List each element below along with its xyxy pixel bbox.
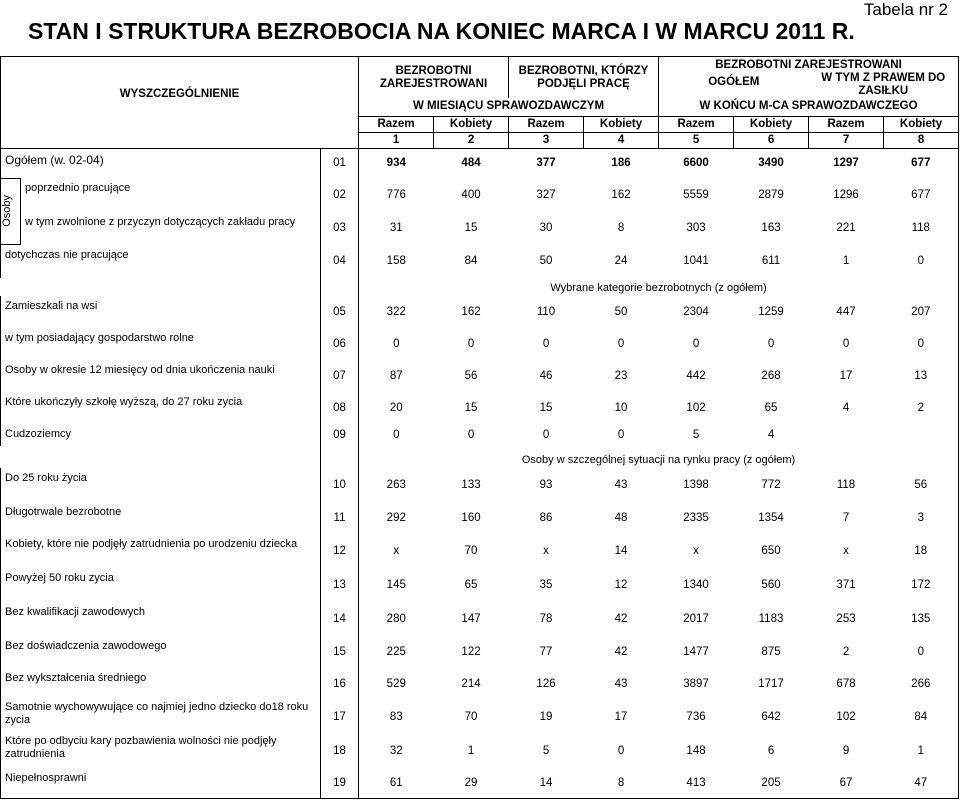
cell-col-6: 4 — [767, 429, 775, 441]
cell-col-3: 327 — [536, 189, 556, 201]
row-label: Bez kwalifikacji zawodowych — [1, 602, 321, 636]
cell-col-4: 0 — [617, 338, 625, 350]
cell-col-4: 0 — [617, 429, 625, 441]
cell-col-8 — [884, 424, 959, 446]
section-spacer — [1, 446, 321, 468]
row-code: 13 — [321, 568, 359, 602]
table-row — [1, 392, 959, 424]
header-registered: BEZROBOTNI ZAREJESTROWANI — [359, 57, 509, 99]
row-label: Długotrwale bezrobotne — [1, 502, 321, 534]
cell-col-6: 1259 — [758, 306, 784, 318]
cell-col-1: 934 — [386, 157, 406, 170]
table-row — [1, 244, 959, 278]
cell-col-4: 8 — [584, 768, 659, 798]
cell-col-4: 10 — [614, 402, 628, 414]
table-row — [1, 636, 959, 668]
header-sub-8: Kobiety — [884, 116, 959, 132]
row-code: 12 — [321, 534, 359, 568]
cell-col-1: 87 — [389, 370, 403, 382]
page-title: STAN I STRUKTURA BEZROBOCIA NA KONIEC MARCA I W MARCU 2011 R. — [28, 18, 855, 44]
cell-col-8: 1 — [884, 734, 959, 768]
table-row — [1, 734, 959, 768]
cell-col-8: 84 — [884, 700, 959, 734]
row-code: 16 — [321, 668, 359, 700]
cell-col-3: 19 — [539, 711, 553, 723]
cell-col-7: 4 — [842, 402, 850, 414]
cell-col-8: 266 — [884, 668, 959, 700]
cell-col-4: 162 — [611, 189, 631, 201]
cell-col-1: 20 — [389, 402, 403, 414]
row-code: 19 — [321, 768, 359, 798]
row-code: 01 — [321, 148, 359, 178]
cell-col-5: 2304 — [683, 306, 709, 318]
cell-col-6: 642 — [761, 711, 781, 723]
cell-col-3: 93 — [539, 479, 553, 491]
cell-col-1: 529 — [386, 678, 406, 690]
cell-col-2: 70 — [464, 545, 478, 557]
cell-col-8: 13 — [884, 360, 959, 392]
section-title: Osoby w szczególnej sytuacji na rynku pracy (z ogółem) — [359, 446, 959, 468]
cell-col-1: 32 — [389, 745, 403, 757]
cell-col-4: 23 — [614, 370, 628, 382]
cell-col-7: 118 — [836, 479, 856, 491]
section-code-cell — [321, 278, 359, 296]
cell-col-4: 24 — [614, 255, 628, 267]
cell-col-3: 35 — [539, 579, 553, 591]
cell-col-5: 5 — [692, 429, 700, 441]
row-code: 18 — [321, 734, 359, 768]
header-total: OGÓŁEM — [708, 76, 760, 88]
cell-col-7: 102 — [836, 711, 856, 723]
cell-col-2: 147 — [461, 613, 481, 625]
cell-col-7: 2 — [842, 646, 850, 658]
cell-col-7 — [809, 424, 884, 446]
header-sub-7: Razem — [809, 116, 884, 132]
header-wyszczegolnienie: WYSZCZEGÓLNIENIE — [1, 57, 359, 133]
cell-col-3: 86 — [539, 512, 553, 524]
cell-col-4: 14 — [614, 545, 628, 557]
row-label: Do 25 roku życia — [1, 468, 321, 502]
cell-col-3: 77 — [539, 646, 553, 658]
cell-col-8: 677 — [884, 148, 959, 178]
header-sub-5: Razem — [659, 116, 734, 132]
cell-col-2: 122 — [461, 646, 481, 658]
cell-col-8: 677 — [884, 178, 959, 212]
row-label: Ogółem (w. 02-04) — [1, 148, 321, 178]
cell-col-1: 0 — [393, 429, 400, 441]
cell-col-1: 280 — [386, 613, 406, 625]
cell-col-6: 163 — [761, 222, 781, 234]
cell-col-2: 0 — [467, 338, 475, 350]
cell-col-7: 67 — [809, 768, 884, 798]
row-code: 09 — [321, 424, 359, 446]
table-row — [1, 360, 959, 392]
table-number: Tabela nr 2 — [863, 0, 948, 19]
cell-col-1: 322 — [386, 306, 406, 318]
side-label — [1, 178, 21, 244]
header-registered-end-title: BEZROBOTNI ZAREJESTROWANI — [715, 59, 902, 71]
cell-col-8: 47 — [884, 768, 959, 798]
cell-col-2: 15 — [464, 402, 478, 414]
row-code: 08 — [321, 392, 359, 424]
header-colnum-1: 1 — [359, 132, 434, 148]
row-label: Powyżej 50 roku zycia — [1, 568, 321, 602]
cell-col-3: 50 — [539, 255, 553, 267]
cell-col-2: 70 — [464, 711, 478, 723]
cell-col-7: 17 — [839, 370, 853, 382]
cell-col-7: 371 — [836, 579, 856, 591]
cell-col-6: 2879 — [758, 189, 784, 201]
table-row — [1, 328, 959, 360]
cell-col-8: 118 — [884, 212, 959, 244]
cell-col-5: 102 — [686, 402, 706, 414]
cell-col-1: x — [393, 545, 400, 557]
row-code: 07 — [321, 360, 359, 392]
cell-col-2: 214 — [461, 678, 481, 690]
cell-col-3: 0 — [542, 429, 550, 441]
cell-col-1: 61 — [359, 768, 434, 798]
cell-col-6: 1717 — [758, 678, 784, 690]
row-label: Niepełnosprawni — [1, 768, 321, 798]
row-code: 03 — [321, 212, 359, 244]
cell-col-8: 135 — [884, 602, 959, 636]
cell-col-2: 0 — [467, 429, 475, 441]
cell-col-8: 18 — [884, 534, 959, 568]
header-colnum-8: 8 — [884, 132, 959, 148]
header-blank — [1, 132, 359, 148]
unemployment-table — [0, 56, 959, 799]
cell-col-5: 2335 — [683, 512, 709, 524]
cell-col-1: 776 — [386, 189, 406, 201]
row-label: Zamieszkali na wsi — [1, 296, 321, 328]
table-row — [1, 212, 959, 244]
header-colnum-3: 3 — [509, 132, 584, 148]
cell-col-2: 160 — [461, 512, 481, 524]
row-label: Kobiety, które nie podjęły zatrudnienia po urodzeniu dziecka — [1, 534, 321, 568]
table-row — [1, 668, 959, 700]
row-code: 02 — [321, 178, 359, 212]
cell-col-4: 48 — [614, 512, 628, 524]
cell-col-3: 15 — [539, 402, 553, 414]
cell-col-6: 650 — [761, 545, 781, 557]
cell-col-1: 145 — [386, 579, 406, 591]
cell-col-7: 678 — [836, 678, 856, 690]
cell-col-4: 42 — [614, 613, 628, 625]
cell-col-8: 3 — [884, 502, 959, 534]
row-code: 14 — [321, 602, 359, 636]
cell-col-4: 12 — [614, 579, 628, 591]
cell-col-2: 65 — [464, 579, 478, 591]
cell-col-4: 17 — [614, 711, 628, 723]
cell-col-1: 83 — [389, 711, 403, 723]
header-sub-2: Kobiety — [434, 116, 509, 132]
header-colnum-2: 2 — [434, 132, 509, 148]
row-label: Samotnie wychowywujące co najmiej jedno dziecko do18 roku zycia — [1, 700, 321, 734]
cell-col-7: x — [843, 545, 849, 557]
cell-col-6: 875 — [761, 646, 781, 658]
cell-col-5: x — [693, 545, 699, 557]
header-sub-6: Kobiety — [734, 116, 809, 132]
cell-col-1: 31 — [389, 222, 403, 234]
table-row — [1, 468, 959, 502]
cell-col-8: 0 — [884, 328, 959, 360]
cell-col-3: 30 — [539, 222, 553, 234]
cell-col-1: 0 — [393, 338, 400, 350]
cell-col-6: 1354 — [758, 512, 784, 524]
table-row — [1, 700, 959, 734]
cell-col-3: 46 — [539, 370, 553, 382]
cell-col-4: 0 — [617, 745, 625, 757]
cell-col-6: 1183 — [758, 613, 784, 625]
cell-col-5: 6600 — [683, 157, 709, 170]
cell-col-5: 1340 — [683, 579, 709, 591]
section-code-cell — [321, 446, 359, 468]
cell-col-3: 126 — [536, 678, 556, 690]
header-month: W MIESIĄCU SPRAWOZDAWCZYM — [359, 98, 659, 116]
cell-col-6: 268 — [761, 370, 781, 382]
cell-col-3: 0 — [542, 338, 550, 350]
row-label: dotychczas nie pracujące — [1, 244, 321, 278]
cell-col-8: 172 — [884, 568, 959, 602]
cell-col-2: 29 — [434, 768, 509, 798]
cell-col-7: 221 — [836, 222, 856, 234]
cell-col-2: 484 — [461, 157, 481, 170]
row-label: Osoby w okresie 12 miesięcy od dnia ukończenia nauki — [1, 360, 321, 392]
cell-col-5: 1477 — [683, 646, 709, 658]
cell-col-5: 5559 — [683, 189, 709, 201]
cell-col-5: 442 — [686, 370, 706, 382]
cell-col-7: 253 — [836, 613, 856, 625]
table-row — [1, 148, 959, 178]
cell-col-8: 207 — [884, 296, 959, 328]
row-label: Bez doświadczenia zawodowego — [1, 636, 321, 668]
cell-col-5: 0 — [692, 338, 700, 350]
row-code: 04 — [321, 244, 359, 278]
header-colnum-6: 6 — [734, 132, 809, 148]
cell-col-6: 611 — [761, 255, 781, 267]
cell-col-6: 560 — [761, 579, 781, 591]
cell-col-1: 263 — [386, 479, 406, 491]
cell-col-5: 1041 — [683, 255, 709, 267]
row-label: w tym posiadający gospodarstwo rolne — [1, 328, 321, 360]
cell-col-8: 2 — [884, 392, 959, 424]
cell-col-5: 1398 — [683, 479, 709, 491]
table-row — [1, 178, 959, 212]
cell-col-3: 377 — [536, 157, 556, 170]
cell-col-6: 772 — [761, 479, 781, 491]
header-took-job: BEZROBOTNI, KTÓRZY PODJĘLI PRACĘ — [509, 57, 659, 99]
cell-col-4: 42 — [614, 646, 628, 658]
cell-col-4: 186 — [611, 157, 631, 170]
cell-col-8: 0 — [884, 244, 959, 278]
cell-col-2: 400 — [461, 189, 481, 201]
cell-col-6: 0 — [767, 338, 775, 350]
cell-col-1: 158 — [386, 255, 406, 267]
cell-col-6: 65 — [764, 402, 778, 414]
cell-col-4: 43 — [614, 479, 628, 491]
table-row — [1, 602, 959, 636]
cell-col-7: 9 — [842, 745, 850, 757]
cell-col-6: 205 — [734, 768, 809, 798]
table-row — [1, 502, 959, 534]
row-code: 11 — [321, 502, 359, 534]
cell-col-5: 303 — [686, 222, 706, 234]
table-row — [1, 424, 959, 446]
row-code: 05 — [321, 296, 359, 328]
cell-col-4: 50 — [614, 306, 628, 318]
cell-col-7: 447 — [836, 306, 856, 318]
row-label: w tym zwolnione z przyczyn dotyczących zakładu pracy — [21, 212, 321, 244]
cell-col-5: 3897 — [683, 678, 709, 690]
header-sub-3: Razem — [509, 116, 584, 132]
header-end-month: W KOŃCU M-CA SPRAWOZDAWCZEGO — [659, 98, 959, 116]
row-code: 15 — [321, 636, 359, 668]
cell-col-5: 148 — [686, 745, 706, 757]
cell-col-4: 8 — [617, 222, 625, 234]
cell-col-5: 413 — [659, 768, 734, 798]
table-row — [1, 534, 959, 568]
cell-col-7: 1297 — [833, 157, 859, 170]
cell-col-2: 56 — [464, 370, 478, 382]
cell-col-8: 56 — [884, 468, 959, 502]
cell-col-2: 133 — [461, 479, 481, 491]
cell-col-3: 5 — [542, 745, 550, 757]
row-code: 10 — [321, 468, 359, 502]
cell-col-5: 2017 — [683, 613, 709, 625]
row-code: 06 — [321, 328, 359, 360]
table-row — [1, 296, 959, 328]
cell-col-6: 6 — [767, 745, 775, 757]
cell-col-7: 1296 — [833, 189, 859, 201]
cell-col-2: 1 — [467, 745, 475, 757]
header-colnum-5: 5 — [659, 132, 734, 148]
header-sub-4: Kobiety — [584, 116, 659, 132]
row-code: 17 — [321, 700, 359, 734]
side-label-text: Osoby — [1, 195, 13, 227]
table-row — [1, 768, 959, 798]
cell-col-3: 110 — [536, 306, 556, 318]
row-label: Cudzoziemcy — [1, 424, 321, 446]
header-colnum-7: 7 — [809, 132, 884, 148]
row-label: Które po odbyciu kary pozbawienia wolności nie podjęły zatrudnienia — [1, 734, 321, 768]
cell-col-4: 43 — [614, 678, 628, 690]
row-label: Które ukończyły szkołę wyższą, do 27 roku zycia — [1, 392, 321, 424]
cell-col-7: 7 — [842, 512, 850, 524]
table-row — [1, 568, 959, 602]
section-spacer — [1, 278, 321, 296]
cell-col-3: 78 — [539, 613, 553, 625]
cell-col-3: x — [543, 545, 549, 557]
header-registered-end — [659, 57, 959, 99]
cell-col-2: 162 — [461, 306, 481, 318]
cell-col-7: 1 — [842, 255, 850, 267]
cell-col-1: 292 — [386, 512, 406, 524]
cell-col-2: 84 — [464, 255, 478, 267]
header-benefit: W TYM Z PRAWEM DO ZASIŁKU — [821, 72, 946, 97]
cell-col-6: 3490 — [758, 157, 784, 170]
section-title: Wybrane kategorie bezrobotnych (z ogółem) — [359, 278, 959, 296]
header-sub-1: Razem — [359, 116, 434, 132]
cell-col-1: 225 — [386, 646, 406, 658]
cell-col-3: 14 — [509, 768, 584, 798]
row-label: Bez wykształcenia średniego — [1, 668, 321, 700]
header-colnum-4: 4 — [584, 132, 659, 148]
cell-col-5: 736 — [686, 711, 706, 723]
cell-col-2: 15 — [464, 222, 478, 234]
cell-col-7: 0 — [842, 338, 850, 350]
cell-col-8: 0 — [884, 636, 959, 668]
row-label: poprzednio pracujące — [21, 178, 321, 212]
